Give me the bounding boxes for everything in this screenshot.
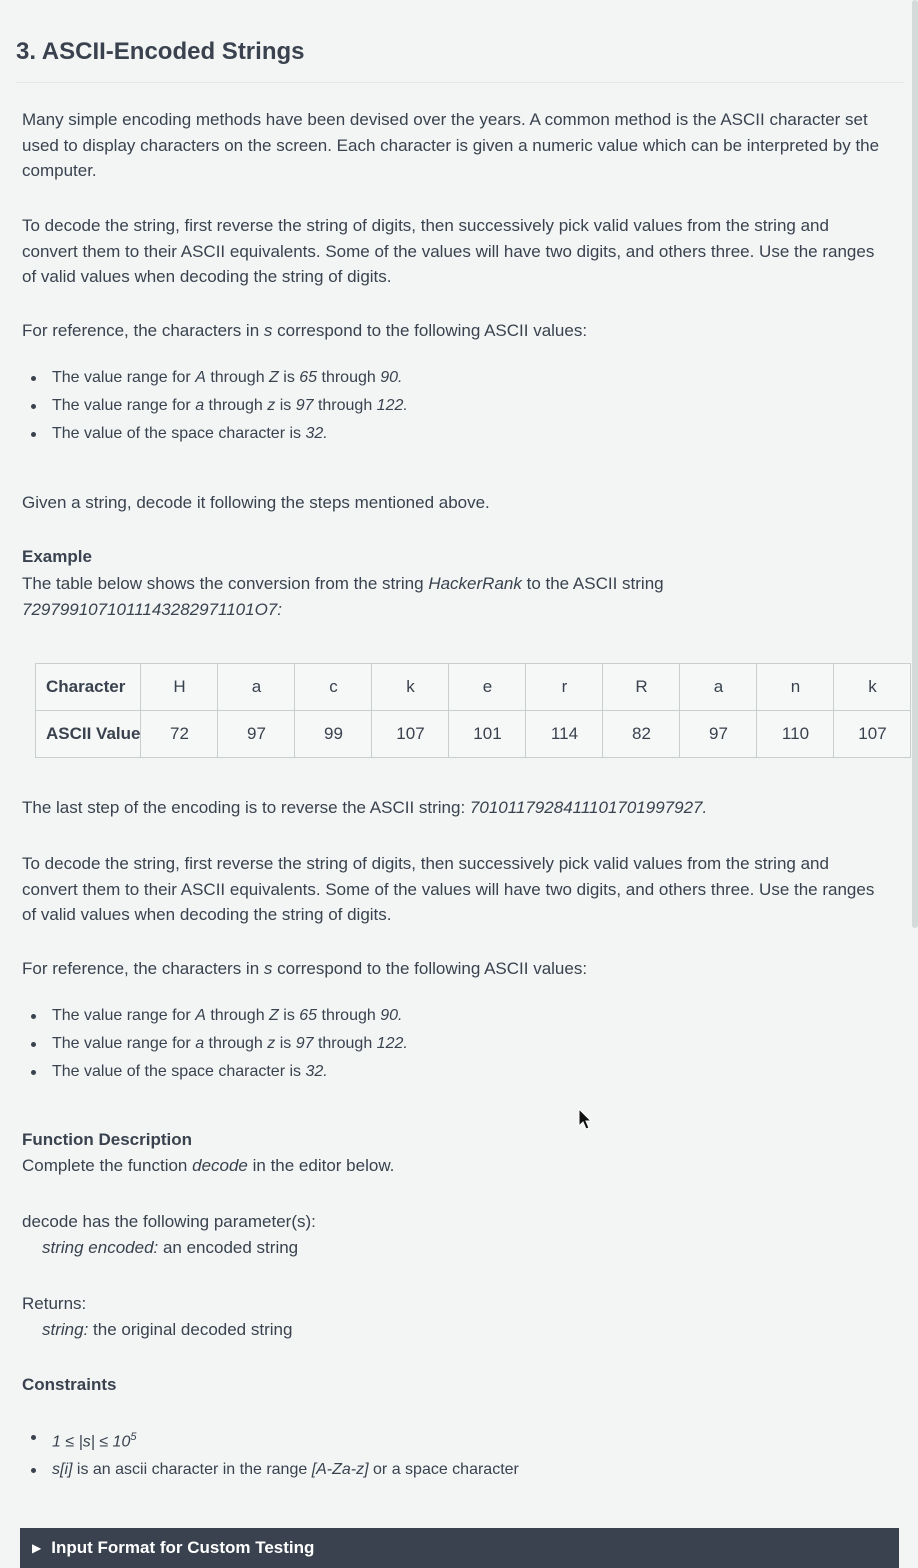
- intro-paragraph-1: Many simple encoding methods have been devised over the years. A common method is the ASCII character set used to display characters on the screen. Each character is given a numeric value which can be interpreted by the computer.: [22, 110, 880, 180]
- table-cell: k: [834, 664, 911, 711]
- input-format-toggle[interactable]: [20, 1528, 899, 1568]
- function-description-heading: Function Description: [22, 1130, 192, 1149]
- table-cell: 107: [834, 711, 911, 758]
- table-cell: a: [218, 664, 295, 711]
- function-description-text: Complete the function decode in the editor below.: [22, 1156, 395, 1175]
- mouse-cursor-icon: [578, 1108, 594, 1132]
- table-row: [36, 711, 911, 758]
- table-cell: a: [680, 664, 757, 711]
- ascii-ranges-list-2: [30, 1002, 408, 1086]
- table-cell: 72: [141, 711, 218, 758]
- example-heading: Example: [22, 547, 92, 566]
- table-row: [36, 664, 911, 711]
- table-cell: R: [603, 664, 680, 711]
- parameters-block: decode has the following parameter(s): string encoded: an encoded string: [22, 1212, 316, 1257]
- constraints-list: [30, 1423, 519, 1484]
- table-cell: H: [141, 664, 218, 711]
- row-label-ascii: ASCII Value: [36, 711, 141, 758]
- table-cell: 110: [757, 711, 834, 758]
- list-item: The value range for A through Z is 65 through 90.: [30, 364, 408, 392]
- list-item: The value of the space character is 32.: [30, 420, 408, 448]
- reference-paragraph-2: For reference, the characters in s correspond to the following ASCII values:: [22, 959, 588, 978]
- returns-block: Returns: string: the original decoded string: [22, 1294, 293, 1339]
- table-cell: 114: [526, 711, 603, 758]
- list-item: $1 \le |s| \le 10^5$: [30, 1423, 519, 1456]
- intro-paragraph-2: To decode the string, first reverse the string of digits, then successively pick valid values from the string and convert them to their ASCII equivalents. Some of the values will have two digits, and others three. Use the ranges of valid values when decoding the string of digits.: [22, 216, 875, 286]
- decode-paragraph: To decode the string, first reverse the string of digits, then successively pick valid values from the string and convert them to their ASCII equivalents. Some of the values will have two digits, and others three. Use the ranges of valid values when decoding the string of digits.: [22, 854, 875, 924]
- list-item: The value range for a through z is 97 through 122.: [30, 1030, 408, 1058]
- table-cell: e: [449, 664, 526, 711]
- table-cell: r: [526, 664, 603, 711]
- table-cell: 101: [449, 711, 526, 758]
- list-item: The value of the space character is 32.: [30, 1058, 408, 1086]
- row-label-character: Character: [36, 664, 141, 711]
- list-item: The value range for a through z is 97 through 122.: [30, 392, 408, 420]
- given-paragraph: Given a string, decode it following the steps mentioned above.: [22, 493, 490, 512]
- expand-triangle-icon: ▶: [32, 1541, 42, 1555]
- table-cell: 97: [680, 711, 757, 758]
- reference-paragraph: For reference, the characters in s correspond to the following ASCII values:: [22, 321, 588, 340]
- table-cell: 99: [295, 711, 372, 758]
- table-cell: 97: [218, 711, 295, 758]
- list-item: The value range for A through Z is 65 through 90.: [30, 1002, 408, 1030]
- example-table: [35, 663, 911, 758]
- constraints-heading: Constraints: [22, 1375, 117, 1394]
- table-cell: n: [757, 664, 834, 711]
- last-step-paragraph: The last step of the encoding is to reverse the ASCII string: 7010117928411101701997927.: [22, 798, 708, 817]
- title-divider: [16, 82, 904, 83]
- table-cell: c: [295, 664, 372, 711]
- scrollbar[interactable]: [912, 0, 918, 928]
- table-cell: 107: [372, 711, 449, 758]
- list-item: s[i] is an ascii character in the range [A-Za-z] or a space character: [30, 1456, 519, 1484]
- ascii-ranges-list: [30, 364, 408, 448]
- table-cell: k: [372, 664, 449, 711]
- example-paragraph: The table below shows the conversion from the string HackerRank to the ASCII string 7297991071011143282971101O7:: [22, 574, 664, 619]
- input-format-label: Input Format for Custom Testing: [51, 1538, 315, 1557]
- page-title: 3. ASCII-Encoded Strings: [16, 38, 305, 65]
- table-cell: 82: [603, 711, 680, 758]
